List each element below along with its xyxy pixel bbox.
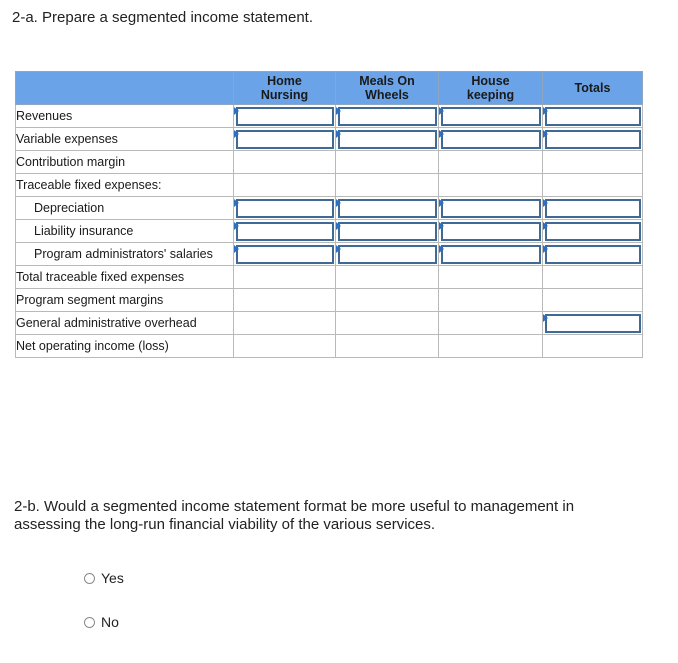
segmented-income-statement-table xyxy=(15,71,643,358)
liability-insurance-meals-on-wheels-input[interactable] xyxy=(338,222,437,241)
dropdown-marker-icon xyxy=(543,199,548,207)
part-b-question xyxy=(14,498,639,534)
column-header-line1: House xyxy=(471,74,510,88)
dropdown-marker-icon xyxy=(439,222,444,230)
row-variable-expenses xyxy=(16,128,643,151)
variable-expenses-housekeeping-input[interactable] xyxy=(441,130,541,149)
dropdown-marker-icon xyxy=(439,107,444,115)
contribution-margin-meals-on-wheels-cell xyxy=(336,151,439,174)
row-revenues xyxy=(16,105,643,128)
empty-cell xyxy=(543,174,643,197)
segment-margin-housekeeping-cell xyxy=(439,289,543,312)
column-header-meals-on-wheels xyxy=(336,72,439,105)
column-header-housekeeping xyxy=(439,72,543,105)
row-label: Variable expenses xyxy=(16,128,234,151)
contribution-margin-home-nursing-cell xyxy=(234,151,336,174)
column-header-line2: Nursing xyxy=(260,88,309,102)
empty-cell xyxy=(234,174,336,197)
total-traceable-home-nursing-cell xyxy=(234,266,336,289)
revenues-totals-input[interactable] xyxy=(545,107,641,126)
option-yes[interactable] xyxy=(84,570,124,586)
row-label: Program administrators' salaries xyxy=(16,243,234,266)
dropdown-marker-icon xyxy=(543,130,548,138)
dropdown-marker-icon xyxy=(543,314,548,322)
dropdown-marker-icon xyxy=(439,130,444,138)
row-contribution-margin xyxy=(16,151,643,174)
column-header-totals xyxy=(543,72,643,105)
row-net-operating-income xyxy=(16,335,643,358)
variable-expenses-home-nursing-input[interactable] xyxy=(236,130,334,149)
empty-cell xyxy=(336,174,439,197)
salaries-housekeeping-input[interactable] xyxy=(441,245,541,264)
salaries-home-nursing-input[interactable] xyxy=(236,245,334,264)
dropdown-marker-icon xyxy=(336,130,341,138)
variable-expenses-meals-on-wheels-input[interactable] xyxy=(338,130,437,149)
dropdown-marker-icon xyxy=(234,130,239,138)
dropdown-marker-icon xyxy=(543,245,548,253)
liability-insurance-housekeeping-input[interactable] xyxy=(441,222,541,241)
total-traceable-housekeeping-cell xyxy=(439,266,543,289)
row-liability-insurance xyxy=(16,220,643,243)
empty-cell xyxy=(336,312,439,335)
dropdown-marker-icon xyxy=(336,199,341,207)
empty-cell xyxy=(439,335,543,358)
revenues-meals-on-wheels-input[interactable] xyxy=(338,107,437,126)
depreciation-home-nursing-input[interactable] xyxy=(236,199,334,218)
row-label: Program segment margins xyxy=(16,289,234,312)
empty-cell xyxy=(234,312,336,335)
row-label: Total traceable fixed expenses xyxy=(16,266,234,289)
column-header-line2: Wheels xyxy=(365,88,409,102)
depreciation-meals-on-wheels-input[interactable] xyxy=(338,199,437,218)
dropdown-marker-icon xyxy=(234,222,239,230)
contribution-margin-housekeeping-cell xyxy=(439,151,543,174)
dropdown-marker-icon xyxy=(234,199,239,207)
segment-margin-meals-on-wheels-cell xyxy=(336,289,439,312)
question-text: Would a segmented income statement format be more useful to management in assessing the long-run financial viability of the various services. xyxy=(14,498,575,533)
revenues-home-nursing-input[interactable] xyxy=(236,107,334,126)
row-label: Depreciation xyxy=(16,197,234,220)
total-traceable-totals-cell xyxy=(543,266,643,289)
column-header-line2: keeping xyxy=(466,88,515,102)
row-traceable-fixed-expenses xyxy=(16,174,643,197)
empty-cell xyxy=(439,312,543,335)
net-operating-income-totals-cell xyxy=(543,335,643,358)
part-a-heading: 2-a. Prepare a segmented income statement. xyxy=(12,9,313,26)
option-label: Yes xyxy=(101,570,124,586)
row-label: Net operating income (loss) xyxy=(16,335,234,358)
row-label: Liability insurance xyxy=(16,220,234,243)
segment-margin-totals-cell xyxy=(543,289,643,312)
header-row xyxy=(16,72,643,105)
header-blank-cell xyxy=(16,72,234,105)
general-overhead-totals-input[interactable] xyxy=(545,314,641,333)
dropdown-marker-icon xyxy=(439,199,444,207)
liability-insurance-home-nursing-input[interactable] xyxy=(236,222,334,241)
row-program-segment-margins xyxy=(16,289,643,312)
revenues-housekeeping-input[interactable] xyxy=(441,107,541,126)
empty-cell xyxy=(336,335,439,358)
segment-margin-home-nursing-cell xyxy=(234,289,336,312)
column-header-line1: Meals On xyxy=(359,74,415,88)
row-label: Revenues xyxy=(16,105,234,128)
total-traceable-meals-on-wheels-cell xyxy=(336,266,439,289)
question-number: 2-b. xyxy=(14,498,40,515)
row-label: Contribution margin xyxy=(16,151,234,174)
dropdown-marker-icon xyxy=(234,107,239,115)
row-general-administrative-overhead xyxy=(16,312,643,335)
empty-cell xyxy=(234,335,336,358)
dropdown-marker-icon xyxy=(336,245,341,253)
depreciation-totals-input[interactable] xyxy=(545,199,641,218)
option-label: No xyxy=(101,614,119,630)
variable-expenses-totals-input[interactable] xyxy=(545,130,641,149)
dropdown-marker-icon xyxy=(336,107,341,115)
dropdown-marker-icon xyxy=(234,245,239,253)
row-total-traceable-fixed-expenses xyxy=(16,266,643,289)
column-header-line1: Totals xyxy=(574,81,611,95)
salaries-meals-on-wheels-input[interactable] xyxy=(338,245,437,264)
radio-yes[interactable] xyxy=(84,573,95,584)
dropdown-marker-icon xyxy=(543,222,548,230)
row-label: Traceable fixed expenses: xyxy=(16,174,234,197)
column-header-home-nursing xyxy=(234,72,336,105)
column-header-line1: Home xyxy=(267,74,302,88)
depreciation-housekeeping-input[interactable] xyxy=(441,199,541,218)
empty-cell xyxy=(439,174,543,197)
row-depreciation xyxy=(16,197,643,220)
contribution-margin-totals-cell xyxy=(543,151,643,174)
radio-no[interactable] xyxy=(84,617,95,628)
dropdown-marker-icon xyxy=(543,107,548,115)
liability-insurance-totals-input[interactable] xyxy=(545,222,641,241)
row-program-administrators-salaries xyxy=(16,243,643,266)
row-label: General administrative overhead xyxy=(16,312,234,335)
salaries-totals-input[interactable] xyxy=(545,245,641,264)
dropdown-marker-icon xyxy=(336,222,341,230)
dropdown-marker-icon xyxy=(439,245,444,253)
option-no[interactable] xyxy=(84,614,119,630)
